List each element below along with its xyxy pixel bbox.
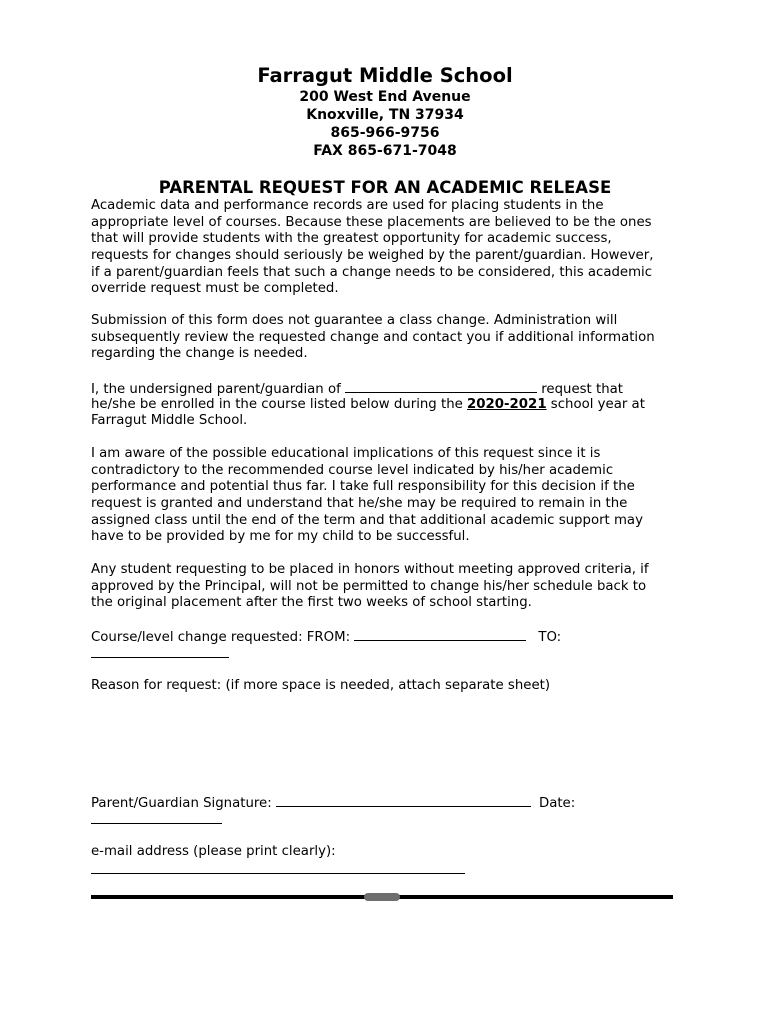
fax-number: FAX 865-671-7048 (313, 143, 457, 159)
address-line-2: Knoxville, TN 37934 (306, 107, 464, 123)
paragraph-honors (91, 562, 683, 612)
course-change-line (91, 628, 683, 645)
course-to-line (91, 645, 683, 662)
course-from-label: Course/level change requested: FROM: (91, 630, 355, 645)
paragraph-line: appropriate level of courses. Because these placements are believed to be the ones (91, 214, 652, 230)
paragraph-line: override request must be completed. (91, 281, 339, 297)
enroll-text-end: school year at (546, 396, 645, 412)
paragraph-line: performance and potential thus far. I take full responsibility for this decision if the (91, 479, 635, 495)
paragraph-line: approved by the Principal, will not be permitted to change his/her schedule back to (91, 578, 647, 594)
paragraph-line: contradictory to the recommended course level indicated by his/her academic (91, 462, 614, 478)
request-text-end: request that (537, 382, 624, 397)
reason-section (91, 678, 683, 695)
course-to-label: TO: (538, 630, 562, 645)
paragraph-intro (91, 198, 683, 298)
paragraph-line: request is granted and understand that he/she may be required to remain in the (91, 496, 628, 512)
signature-label: Parent/Guardian Signature: (91, 796, 276, 811)
signature-section (91, 794, 683, 827)
email-field[interactable] (91, 861, 465, 874)
paragraph-line: I am aware of the possible educational implications of this request since it is (91, 446, 601, 461)
paragraph-line: Farragut Middle School. (91, 413, 248, 429)
enroll-text-start: he/she be enrolled in the course listed below during the (91, 396, 468, 412)
signature-field[interactable] (276, 794, 531, 807)
paragraph-line: that will provide students with the greatest opportunity for academic success, (91, 231, 612, 247)
email-label: e-mail address (please print clearly): (91, 844, 336, 859)
paragraph-line: if a parent/guardian feels that such a change needs to be considered, this academic (91, 264, 653, 280)
paragraph-line: subsequently review the requested change and contact you if additional information (91, 329, 655, 345)
paragraph-submission (91, 313, 683, 363)
school-name: Farragut Middle School (257, 64, 513, 87)
paragraph-awareness (91, 446, 683, 546)
course-from-field[interactable] (354, 628, 526, 641)
school-year: 2020-2021 (467, 396, 547, 412)
date-field[interactable] (91, 811, 222, 824)
divider-ornament (364, 893, 400, 901)
reason-label: Reason for request: (if more space is needed, attach separate sheet) (91, 678, 551, 693)
email-line (91, 861, 683, 878)
paragraph-line: Any student requesting to be placed in honors without meeting approved criteria, if (91, 562, 649, 577)
course-to-field[interactable] (91, 645, 229, 658)
phone-number: 865-966-9756 (330, 125, 440, 141)
email-section (91, 844, 683, 877)
paragraph-request (91, 380, 683, 430)
paragraph-line: have to be provided by me for my child to be successful. (91, 529, 470, 545)
form-title: PARENTAL REQUEST FOR AN ACADEMIC RELEASE (158, 178, 612, 197)
student-name-field[interactable] (345, 380, 537, 393)
date-line (91, 811, 683, 828)
paragraph-line: Submission of this form does not guarantee a class change. Administration will (91, 313, 618, 328)
request-text-start: I, the undersigned parent/guardian of (91, 382, 345, 397)
paragraph-line (91, 380, 683, 397)
paragraph-line (91, 397, 683, 414)
signature-line (91, 794, 683, 811)
paragraph-line: Academic data and performance records are used for placing students in the (91, 198, 604, 213)
paragraph-line: the original placement after the first two weeks of school starting. (91, 595, 532, 611)
paragraph-line: requests for changes should seriously be weighed by the parent/guardian. However, (91, 248, 654, 264)
paragraph-line: assigned class until the end of the term and that additional academic support may (91, 512, 643, 528)
paragraph-line: regarding the change is needed. (91, 346, 308, 362)
date-label: Date: (538, 796, 576, 811)
course-change-section (91, 628, 683, 661)
address-line-1: 200 West End Avenue (299, 89, 471, 105)
